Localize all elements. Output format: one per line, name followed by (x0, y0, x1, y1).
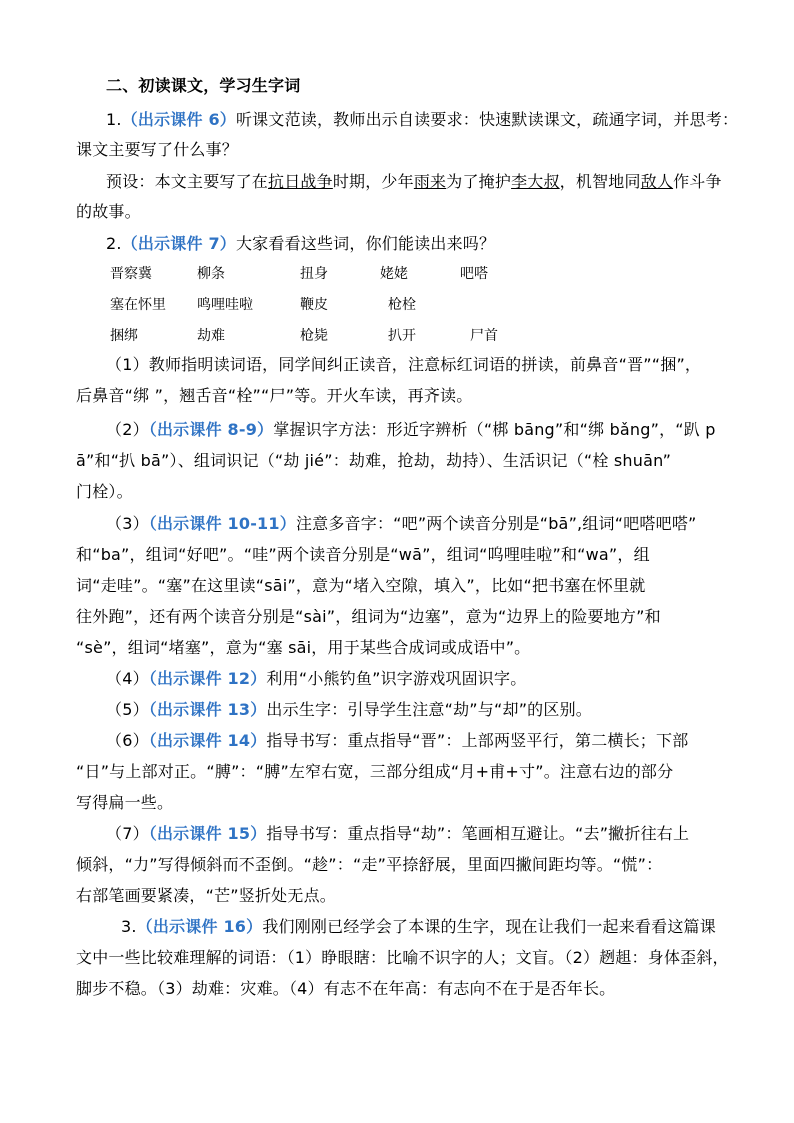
step-6-line-2: “日”与上部对正。“膊”：“膊”左窄右宽，三部分组成“月+甫+寸”。注意右边的部分 (76, 762, 674, 781)
step-5-line (106, 700, 592, 720)
preset-text: 为了掩护 (446, 172, 512, 191)
step-7-line-2: 倾斜，“力”写得倾斜而不歪倒。“趁”：“走”平捺舒展，里面四撇间距均等。“慌”： (76, 855, 663, 874)
paragraph-1-line-1 (106, 110, 738, 130)
paragraph-3-line-3: 脚步不稳。（3）劫难：灾难。（4）有志不在年高：有志向不在于是否年长。 (76, 979, 616, 998)
underlined-term: 李大叔 (511, 172, 560, 191)
vocab-word: 吧嗒 (460, 266, 488, 282)
step-number: （3） (106, 514, 149, 533)
courseware-tag: （出示课件 12） (148, 669, 267, 688)
paragraph-1-line-2: 课文主要写了什么事？ (76, 140, 239, 159)
preset-text: 预设：本文主要写了在 (106, 172, 269, 191)
paragraph-text: 我们刚刚已经学会了本课的生字，现在让我们一起来看看这篇课 (262, 917, 716, 936)
step-text: 指导书写：重点指导“劫”：笔画相互避让。“去”撇折往右上 (266, 824, 690, 843)
courseware-tag: （出示课件 14） (148, 731, 267, 750)
step-3-line-3: 词“走哇”。“塞”在这里读“sāi”，意为“堵入空隙，填入”，比如“把书塞在怀里就 (76, 576, 646, 595)
paragraph-3-line-2: 文中一些比较难理解的词语：（1）睁眼瞎：比喻不识字的人；文盲。（2）趔趄：身体歪斜， (76, 948, 729, 967)
step-text: 利用“小熊钓鱼”识字游戏巩固识字。 (266, 669, 527, 688)
step-2-line-2: ā”和“扒 bā”）、组词识记（“劫 jié”：劫难，抢劫，劫持）、生活识记（“栓 shuān” (76, 451, 672, 470)
vocab-word: 枪栓 (388, 297, 416, 313)
paragraph-text: 听课文范读，教师出示自读要求：快速默读课文，疏通字词，并思考： (235, 110, 739, 129)
vocab-word: 姥姥 (380, 266, 408, 282)
item-number: 1. (106, 110, 122, 129)
step-text: 出示生字：引导学生注意“劫”与“却”的区别。 (266, 700, 592, 719)
preset-text: 时期，少年 (332, 172, 414, 191)
vocab-word: 劫难 (197, 328, 225, 344)
underlined-term: 抗日战争 (268, 172, 333, 191)
step-6-line-3: 写得扁一些。 (76, 793, 174, 812)
step-3-line-1 (106, 514, 697, 534)
vocab-word: 柳条 (197, 266, 225, 282)
step-6-line-1 (106, 731, 688, 751)
preset-line-1 (106, 172, 722, 192)
vocab-word: 捆绑 (110, 328, 138, 344)
vocab-word: 鞭皮 (300, 297, 328, 313)
courseware-tag: （出示课件 13） (148, 700, 267, 719)
step-3-line-4: 往外跑”，还有两个读音分别是“sài”，组词为“边塞”，意为“边界上的险要地方”和 (76, 607, 661, 626)
courseware-tag: （出示课件 16） (136, 917, 263, 936)
courseware-tag: （出示课件 8-9） (148, 420, 274, 439)
preset-line-2: 的故事。 (76, 202, 141, 221)
vocab-word: 扭身 (300, 266, 328, 282)
item-number: 2. (106, 234, 122, 253)
vocab-word: 扒开 (388, 328, 416, 344)
vocab-word: 鸣哩哇啦 (197, 297, 253, 313)
courseware-tag: （出示课件 7） (121, 234, 236, 253)
step-3-line-2: 和“ba”，组词“好吧”。“哇”两个读音分别是“wā”，组词“呜哩哇啦”和“wa”，组 (76, 545, 650, 564)
step-7-line-1 (106, 824, 689, 844)
vocab-word: 枪毙 (300, 328, 328, 344)
vocab-word: 晋察冀 (110, 266, 152, 282)
step-text: 指导书写：重点指导“晋”：上部两竖平行，第二横长；下部 (266, 731, 689, 750)
preset-text: 作斗争 (673, 172, 722, 191)
paragraph-text: 大家看看这些词，你们能读出来吗？ (235, 234, 496, 253)
paragraph-2-line (106, 234, 495, 254)
step-1-line-2: 后鼻音“绑 ”，翘舌音“栓”“尸”等。开火车读，再齐读。 (76, 386, 473, 405)
courseware-tag: （出示课件 15） (148, 824, 267, 843)
section-title: 二、初读课文，学习生字词 (106, 76, 301, 95)
courseware-tag: （出示课件 6） (121, 110, 236, 129)
underlined-term: 敌人 (640, 172, 674, 191)
step-text: 掌握识字方法：形近字辨析（“梆 bāng”和“绑 bǎng”，“趴 p (273, 420, 716, 439)
step-2-line-1 (106, 420, 716, 440)
vocab-word: 尸首 (470, 328, 498, 344)
step-text: 注意多音字：“吧”两个读音分别是“bā”,组词“吧嗒吧嗒” (295, 514, 697, 533)
step-3-line-5: “sè”，组词“堵塞”，意为“塞 sāi，用于某些合成词或成语中”。 (76, 638, 531, 657)
step-number: （7） (106, 824, 149, 843)
step-2-line-3: 门栓）。 (76, 482, 133, 501)
vocab-word: 塞在怀里 (110, 297, 166, 313)
paragraph-3-line-1 (121, 917, 716, 937)
preset-text: ，机智地同 (559, 172, 641, 191)
step-7-line-3: 右部笔画要紧凑，“芒”竖折处无点。 (76, 886, 336, 905)
underlined-term: 雨来 (413, 172, 447, 191)
step-number: （6） (106, 731, 149, 750)
item-number: 3. (121, 917, 137, 936)
step-number: （2） (106, 420, 149, 439)
step-number: （4） (106, 669, 149, 688)
step-4-line (106, 669, 526, 689)
courseware-tag: （出示课件 10-11） (148, 514, 296, 533)
step-number: （5） (106, 700, 149, 719)
step-1-line-1: （1）教师指明读词语，同学间纠正读音，注意标红词语的拼读，前鼻音“晋”“捆”， (106, 355, 702, 374)
